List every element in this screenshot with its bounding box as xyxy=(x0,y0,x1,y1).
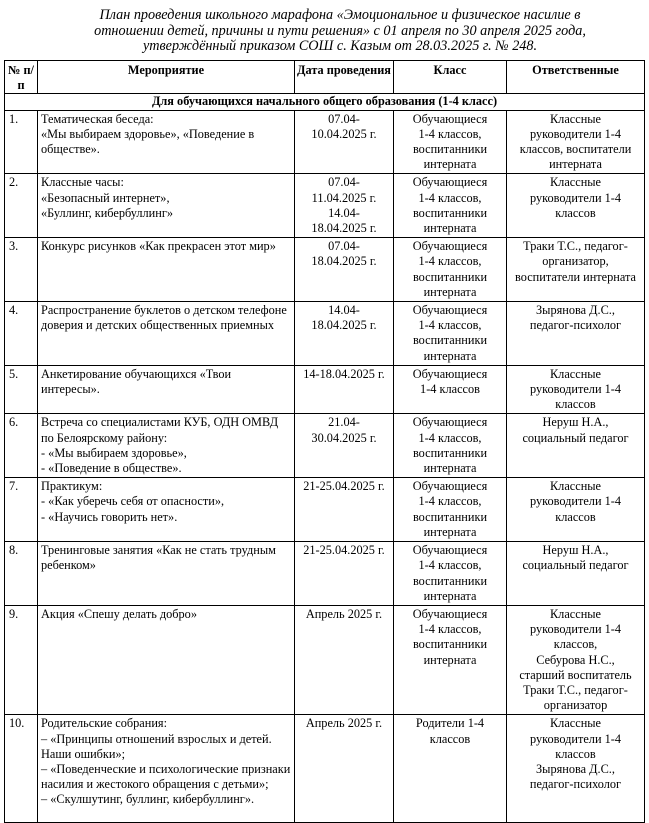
responsible-cell xyxy=(507,174,645,238)
class-cell xyxy=(394,365,507,414)
event-line: Распространение буклетов о детском телефоне доверия и детских общественных приемных xyxy=(41,303,287,333)
class-cell xyxy=(394,478,507,542)
date-line: 14-18.04.2025 г. xyxy=(303,366,385,381)
class-line: интерната xyxy=(423,524,477,539)
event-line: Тематическая беседа: xyxy=(41,111,154,126)
date-line: Апрель 2025 г. xyxy=(305,716,383,731)
table-row xyxy=(5,605,645,714)
date-cell xyxy=(295,302,394,366)
event-cell xyxy=(38,302,295,366)
row-number: 3. xyxy=(5,238,38,302)
header-event: Мероприятие xyxy=(38,61,295,94)
row-number: 8. xyxy=(5,542,38,606)
class-line: 1-4 классов, xyxy=(418,558,482,573)
date-line: 14.04- xyxy=(328,303,360,318)
responsible-cell xyxy=(507,414,645,478)
responsible-line: организатор xyxy=(543,698,608,713)
responsible-line: Классные xyxy=(549,716,601,731)
responsible-line: Траки Т.С., педагог- xyxy=(523,239,628,254)
date-cell xyxy=(295,605,394,714)
class-line: Обучающиеся xyxy=(412,175,488,190)
responsible-line: интерната xyxy=(549,157,602,172)
title-line: План проведения школьного марафона «Эмоциональное и физическое насилие в xyxy=(99,7,581,23)
responsible-line: Зырянова Д.С., xyxy=(536,761,615,776)
responsible-cell xyxy=(507,715,645,823)
date-cell xyxy=(295,414,394,478)
responsible-cell xyxy=(507,542,645,606)
date-line: 11.04.2025 г. xyxy=(311,190,377,205)
event-line: «Мы выбираем здоровье», «Поведение в обществе». xyxy=(41,126,255,157)
event-cell xyxy=(38,365,295,414)
row-number: 2. xyxy=(5,174,38,238)
class-line: воспитанники xyxy=(412,205,488,220)
class-line: интерната xyxy=(423,157,477,172)
event-line: Родительские собрания: xyxy=(41,716,167,731)
class-line: интерната xyxy=(423,652,477,667)
event-cell xyxy=(38,110,295,174)
responsible-line: педагог-психолог xyxy=(529,777,622,792)
class-line: интерната xyxy=(423,221,477,236)
class-line: 1-4 классов, xyxy=(418,430,482,445)
class-line: Родители 1-4 xyxy=(415,716,485,731)
event-cell xyxy=(38,414,295,478)
responsible-line: руководители 1-4 xyxy=(529,731,621,746)
events-table xyxy=(4,60,645,823)
responsible-line: руководители 1-4 xyxy=(529,494,621,509)
class-line: Обучающиеся xyxy=(412,479,488,494)
header-date: Дата проведения xyxy=(295,61,394,94)
row-number: 7. xyxy=(5,478,38,542)
responsible-line: старший воспитатель xyxy=(519,667,632,682)
event-line: - «Мы выбираем здоровье», xyxy=(41,445,187,460)
date-cell xyxy=(295,478,394,542)
date-line: Апрель 2025 г. xyxy=(305,606,383,621)
date-line: 21-25.04.2025 г. xyxy=(303,543,385,558)
responsible-line: Классные xyxy=(549,111,601,126)
event-line: Анкетирование обучающихся «Твои интересы». xyxy=(41,366,232,397)
event-line: Классные часы: xyxy=(41,175,124,190)
responsible-cell xyxy=(507,365,645,414)
date-cell xyxy=(295,715,394,823)
class-line: Обучающиеся xyxy=(412,543,488,558)
event-cell xyxy=(38,174,295,238)
class-line: интерната xyxy=(423,461,477,476)
date-line: 07.04- xyxy=(328,111,360,126)
responsible-line: социальный педагог xyxy=(522,558,629,573)
event-line: «Безопасный интернет», xyxy=(41,190,170,205)
class-line: Обучающиеся xyxy=(412,111,488,126)
class-cell xyxy=(394,238,507,302)
event-line: – «Скулшутинг, буллинг, кибербуллинг». xyxy=(41,792,255,807)
date-cell xyxy=(295,542,394,606)
class-cell xyxy=(394,605,507,714)
responsible-line: Классные xyxy=(549,479,601,494)
responsible-line: руководители 1-4 xyxy=(529,622,621,637)
date-cell xyxy=(295,365,394,414)
table-row xyxy=(5,110,645,174)
class-line: интерната xyxy=(423,284,477,299)
date-line: 07.04- xyxy=(328,239,360,254)
class-line: Обучающиеся xyxy=(412,366,488,381)
event-cell xyxy=(38,238,295,302)
date-line: 14.04- xyxy=(328,205,360,220)
class-line: 1-4 классов, xyxy=(418,190,482,205)
row-number: 5. xyxy=(5,365,38,414)
responsible-line: классов xyxy=(555,397,596,412)
event-cell xyxy=(38,542,295,606)
date-line: 10.04.2025 г. xyxy=(311,126,377,141)
section-row xyxy=(5,94,645,110)
event-line: - «Поведение в обществе». xyxy=(41,461,182,476)
date-line: 07.04- xyxy=(328,175,360,190)
table-row xyxy=(5,365,645,414)
event-line: - «Научись говорить нет». xyxy=(41,509,178,524)
class-line: воспитанники xyxy=(412,142,488,157)
responsible-line: педагог-психолог xyxy=(529,318,622,333)
table-row xyxy=(5,715,645,823)
row-number: 6. xyxy=(5,414,38,478)
event-line: Практикум: xyxy=(41,479,103,494)
header-num: № п/п xyxy=(5,61,38,94)
table-header-row xyxy=(5,61,645,94)
class-line: 1-4 классов, xyxy=(418,126,482,141)
date-cell xyxy=(295,174,394,238)
class-line: 1-4 классов, xyxy=(418,622,482,637)
event-cell xyxy=(38,478,295,542)
responsible-line: Траки Т.С., педагог- xyxy=(523,682,628,697)
responsible-line: социальный педагог xyxy=(522,430,629,445)
title-line: утверждённый приказом СОШ с. Казым от 28.03.2025 г. № 248. xyxy=(142,38,538,54)
date-line: 30.04.2025 г. xyxy=(311,430,377,445)
date-cell xyxy=(295,238,394,302)
responsible-line: классов, воспитатели xyxy=(519,142,632,157)
table-row xyxy=(5,478,645,542)
date-line: 21.04- xyxy=(328,415,360,430)
class-cell xyxy=(394,110,507,174)
class-cell xyxy=(394,414,507,478)
table-row xyxy=(5,414,645,478)
class-cell xyxy=(394,715,507,823)
event-line: Тренинговые занятия «Как не стать трудным ребенком» xyxy=(41,543,276,573)
date-line: 18.04.2025 г. xyxy=(311,318,377,333)
row-number: 1. xyxy=(5,110,38,174)
responsible-line: Классные xyxy=(549,175,601,190)
class-line: Обучающиеся xyxy=(412,239,488,254)
class-line: воспитанники xyxy=(412,333,488,348)
row-number: 4. xyxy=(5,302,38,366)
responsible-line: руководители 1-4 xyxy=(529,382,621,397)
class-line: интерната xyxy=(423,588,477,603)
row-number: 10. xyxy=(5,715,38,823)
document-title xyxy=(60,8,620,55)
class-line: Обучающиеся xyxy=(412,303,488,318)
event-line: Встреча со специалистами КУБ, ОДН ОМВД по Белоярскому району: xyxy=(41,415,279,445)
responsible-line: классов xyxy=(555,746,596,761)
responsible-line: Классные xyxy=(549,366,601,381)
event-cell xyxy=(38,715,295,823)
class-line: Обучающиеся xyxy=(412,415,488,430)
table-row xyxy=(5,302,645,366)
event-line: «Буллинг, кибербуллинг» xyxy=(41,205,174,220)
event-line: Конкурс рисунков «Как прекрасен этот мир» xyxy=(41,239,276,254)
date-line: 18.04.2025 г. xyxy=(311,254,377,269)
responsible-cell xyxy=(507,110,645,174)
class-line: воспитанники xyxy=(412,637,488,652)
responsible-line: Неруш Н.А., xyxy=(542,543,609,558)
responsible-line: организатор, xyxy=(542,254,609,269)
event-line: – «Принципы отношений взрослых и детей. Наши ошибки»; xyxy=(41,731,272,761)
responsible-cell xyxy=(507,238,645,302)
title-line: отношении детей, причины и пути решения» с 01 апреля по 30 апреля 2025 года, xyxy=(94,22,586,39)
table-row xyxy=(5,542,645,606)
section-title: Для обучающихся начального общего образования (1-4 класс) xyxy=(5,94,645,110)
class-line: воспитанники xyxy=(412,445,488,460)
date-line: 18.04.2025 г. xyxy=(311,221,377,236)
class-line: воспитанники xyxy=(412,269,488,284)
class-line: классов xyxy=(429,731,471,746)
class-line: 1-4 классов xyxy=(420,382,480,397)
header-responsible: Ответственные xyxy=(507,61,645,94)
responsible-cell xyxy=(507,605,645,714)
table-row xyxy=(5,174,645,238)
class-line: 1-4 классов, xyxy=(418,254,482,269)
row-number: 9. xyxy=(5,605,38,714)
class-line: 1-4 классов, xyxy=(418,318,482,333)
class-line: Обучающиеся xyxy=(412,606,488,621)
class-cell xyxy=(394,542,507,606)
responsible-line: классов xyxy=(555,205,596,220)
event-line: – «Поведенческие и психологические признаки насилия и жестокого обращения с детьми»; xyxy=(41,761,291,792)
header-class: Класс xyxy=(394,61,507,94)
class-cell xyxy=(394,302,507,366)
responsible-line: Классные xyxy=(549,606,601,621)
class-cell xyxy=(394,174,507,238)
responsible-cell xyxy=(507,302,645,366)
responsible-line: Зырянова Д.С., xyxy=(536,303,615,318)
responsible-line: руководители 1-4 xyxy=(529,126,621,141)
responsible-line: Себурова Н.С., xyxy=(536,652,615,667)
class-line: 1-4 классов, xyxy=(418,494,482,509)
date-line: 21-25.04.2025 г. xyxy=(303,479,385,494)
event-line: - «Как уберечь себя от опасности», xyxy=(41,494,225,509)
event-line: Акция «Спешу делать добро» xyxy=(41,606,197,621)
table-row xyxy=(5,238,645,302)
responsible-line: Неруш Н.А., xyxy=(542,415,609,430)
responsible-line: воспитатели интерната xyxy=(515,269,636,284)
responsible-line: классов xyxy=(555,509,596,524)
responsible-line: руководители 1-4 xyxy=(529,190,621,205)
class-line: воспитанники xyxy=(412,509,488,524)
date-cell xyxy=(295,110,394,174)
class-line: интерната xyxy=(423,348,477,363)
class-line: воспитанники xyxy=(412,573,488,588)
responsible-cell xyxy=(507,478,645,542)
event-cell xyxy=(38,605,295,714)
responsible-line: классов, xyxy=(553,637,598,652)
